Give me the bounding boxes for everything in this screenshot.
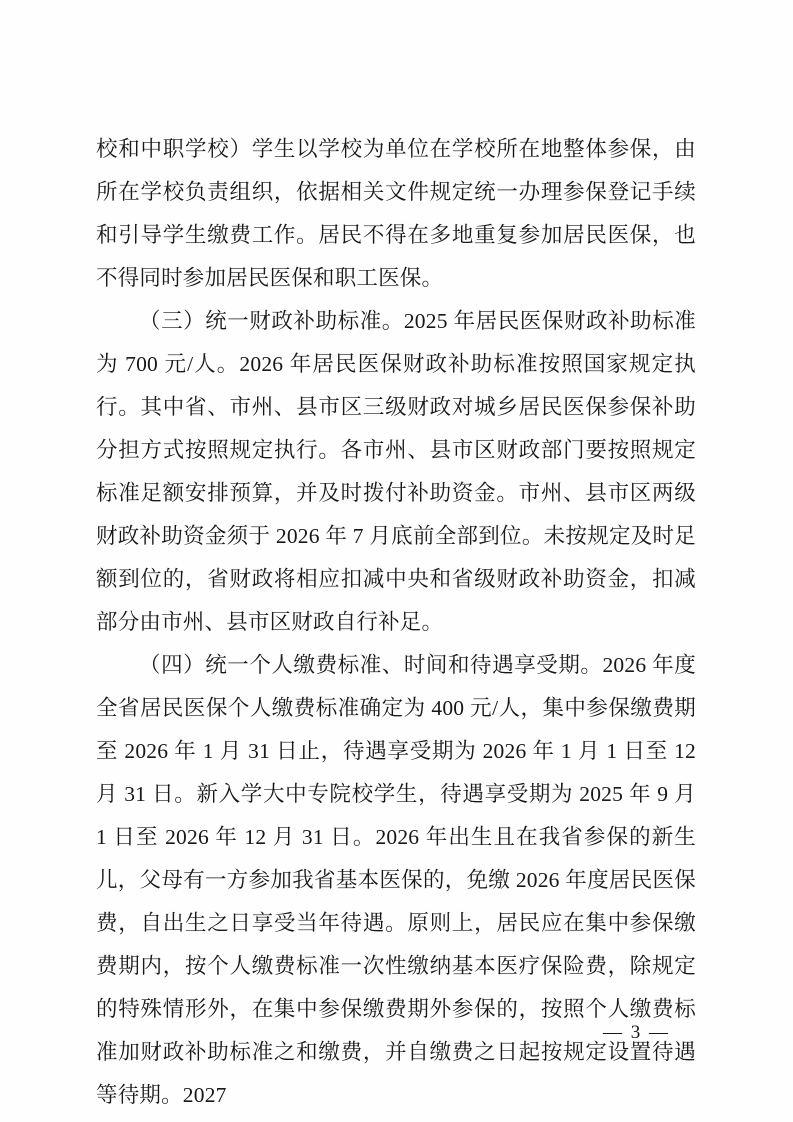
document-body: [96, 128, 696, 1117]
paragraph-item-four: （四）统一个人缴费标准、时间和待遇享受期。2026 年度全省居民医保个人缴费标准确定为 400 元/人，集中参保缴费期至 2026 年 1 月 31 日止，待遇享受期为 2026 年 1 月 1 日至 12 月 31 日。新入学大中专院校学生，待遇享受期为 2025 年 9 月 1 日至 2026 年 12 月 31 日。2026 年出生且在我省参保的新生儿，父母有一方参加我省基本医保的，免缴 2026 年度居民医保费，自出生之日享受当年待遇。原则上，居民应在集中参保缴费期内，按个人缴费标准一次性缴纳基本医疗保险费，除规定的特殊情形外，在集中参保缴费期外参保的，按照个人缴费标准加财政补助标准之和缴费，并自缴费之日起按规定设置待遇等待期。2027: [96, 653, 696, 1107]
paragraph-item-three: （三）统一财政补助标准。2025 年居民医保财政补助标准为 700 元/人。2026 年居民医保财政补助标准按照国家规定执行。其中省、市州、县市区三级财政对城乡居民医保参保补助分担方式按照规定执行。各市州、县市区财政部门要按照规定标准足额安排预算，并及时拨付补助资金。市州、县市区两级财政补助资金须于 2026 年 7 月底前全部到位。未按规定及时足额到位的，省财政将相应扣减中央和省级财政补助资金，扣减部分由市州、县市区财政自行补足。: [96, 309, 696, 634]
paragraph-continuation: 校和中职学校）学生以学校为单位在学校所在地整体参保，由所在学校负责组织，依据相关文件规定统一办理参保登记手续和引导学生缴费工作。居民不得在多地重复参加居民医保，也不得同时参加居民医保和职工医保。: [96, 137, 696, 290]
page-number: — 3 —: [603, 1022, 670, 1043]
page-footer: [0, 1022, 793, 1044]
